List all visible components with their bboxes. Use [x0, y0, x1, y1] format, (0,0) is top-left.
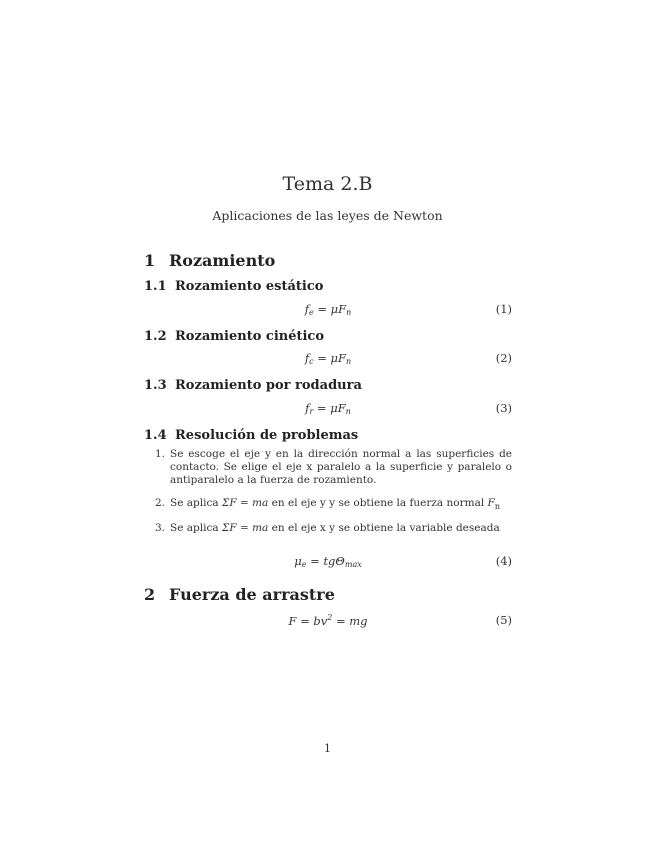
- list-marker: 1.: [155, 448, 166, 460]
- subsection-number: 1.2: [144, 329, 167, 344]
- section-title: Fuerza de arrastre: [169, 585, 335, 604]
- subsection-title: Rozamiento estático: [175, 279, 324, 294]
- subsection-heading-cinetico: [144, 329, 324, 344]
- subsection-title: Rozamiento por rodadura: [175, 378, 362, 393]
- list-item: [144, 497, 512, 513]
- procedure-list: [144, 448, 512, 544]
- document-title: Tema 2.B: [282, 173, 373, 195]
- equation-expression: $f_c = \mu F_n$: [304, 351, 352, 366]
- equation-expression: $F = bv^2$ = mg: [288, 613, 368, 628]
- list-marker: 3.: [155, 521, 166, 534]
- equation-1: [144, 302, 512, 318]
- equation-5: [144, 613, 512, 629]
- equation-expression: $f_e = \mu F_n$: [304, 302, 352, 317]
- document-subtitle: Aplicaciones de las leyes de Newton: [212, 208, 443, 223]
- list-item-text: Se escoge el eje y en la dirección normal a las superficies de contacto. Se elige el eje x paralelo a la superficie y paralelo o antiparalelo a la fuerza de rozamiento.: [170, 448, 512, 487]
- subsection-title: Rozamiento cinético: [175, 329, 325, 344]
- list-marker: 2.: [155, 496, 166, 509]
- section-heading-arrastre: [144, 585, 335, 604]
- subsection-heading-estatico: [144, 279, 323, 294]
- subsection-number: 1.4: [144, 428, 167, 443]
- subsection-heading-rodadura: [144, 378, 362, 393]
- equation-number: (2): [495, 351, 512, 365]
- subsection-title: Resolución de problemas: [175, 428, 359, 443]
- equation-number: (3): [495, 401, 512, 415]
- equation-number: (5): [495, 613, 512, 627]
- subsection-number: 1.3: [144, 378, 167, 393]
- equation-number: (4): [495, 554, 512, 568]
- equation-2: [144, 351, 512, 367]
- list-item-text: Se aplica ΣF = ma en el eje y y se obtiene la fuerza normal $F_n$: [170, 496, 500, 511]
- section-title: Rozamiento: [169, 251, 276, 270]
- section-number: 2: [144, 585, 156, 604]
- equation-expression: $\mu_e = tg\Theta_{max}$: [294, 554, 362, 569]
- list-item-text: Se aplica ΣF = ma en el eje x y se obtiene la variable deseada: [170, 521, 500, 534]
- equation-number: (1): [495, 302, 512, 316]
- list-item: [144, 522, 512, 535]
- equation-expression: $f_r = \mu F_n$: [305, 401, 351, 416]
- subsection-heading-resolucion: [144, 428, 358, 443]
- page-number: 1: [324, 742, 331, 755]
- equation-3: [144, 401, 512, 417]
- section-heading-rozamiento: [144, 251, 275, 270]
- section-number: 1: [144, 251, 156, 270]
- subsection-number: 1.1: [144, 279, 167, 294]
- list-item: [144, 448, 512, 488]
- equation-4: [144, 554, 512, 570]
